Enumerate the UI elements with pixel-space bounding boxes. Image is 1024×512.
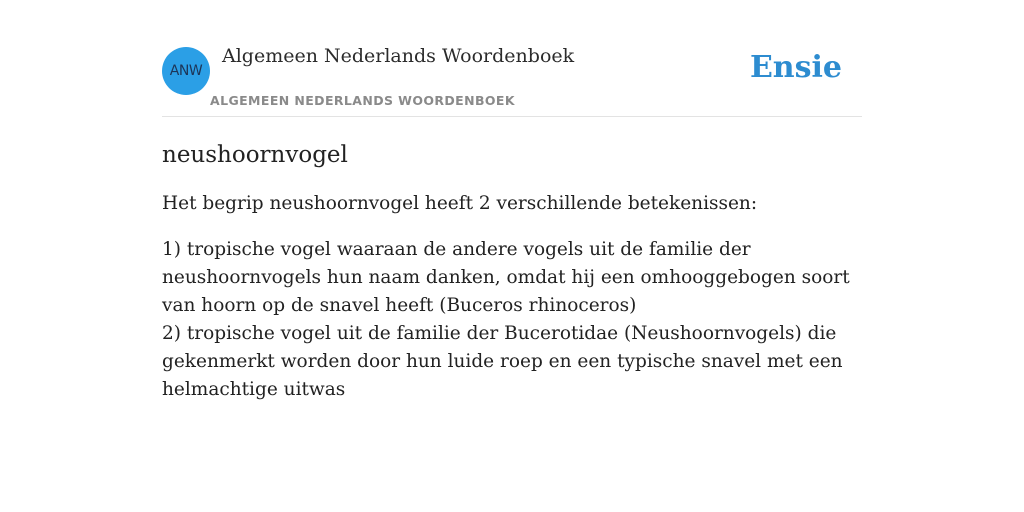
- meaning-1: 1) tropische vogel waaraan de andere vogels uit de familie der neushoornvogels hun naam danken, omdat hij een omhooggebogen soort van hoorn op de snavel heeft (Buceros rhinoceros): [162, 239, 850, 316]
- anw-logo[interactable]: [162, 47, 210, 95]
- header: [162, 0, 862, 117]
- ensie-brand-link[interactable]: Ensie: [749, 50, 842, 85]
- entry-word: neushoornvogel: [162, 142, 348, 168]
- entry-intro: Het begrip neushoornvogel heeft 2 verschillende betekenissen:: [162, 193, 758, 214]
- meaning-2: 2) tropische vogel uit de familie der Bucerotidae (Neushoornvogels) die gekenmerkt worden door hun luide roep en een typische snavel met een helmachtige uitwas: [162, 323, 843, 400]
- entry-content: [162, 138, 862, 404]
- logo-text: ANW: [169, 63, 203, 79]
- source-subtitle: ALGEMEEN NEDERLANDS WOORDENBOEK: [210, 93, 515, 108]
- source-title[interactable]: Algemeen Nederlands Woordenboek: [222, 45, 575, 67]
